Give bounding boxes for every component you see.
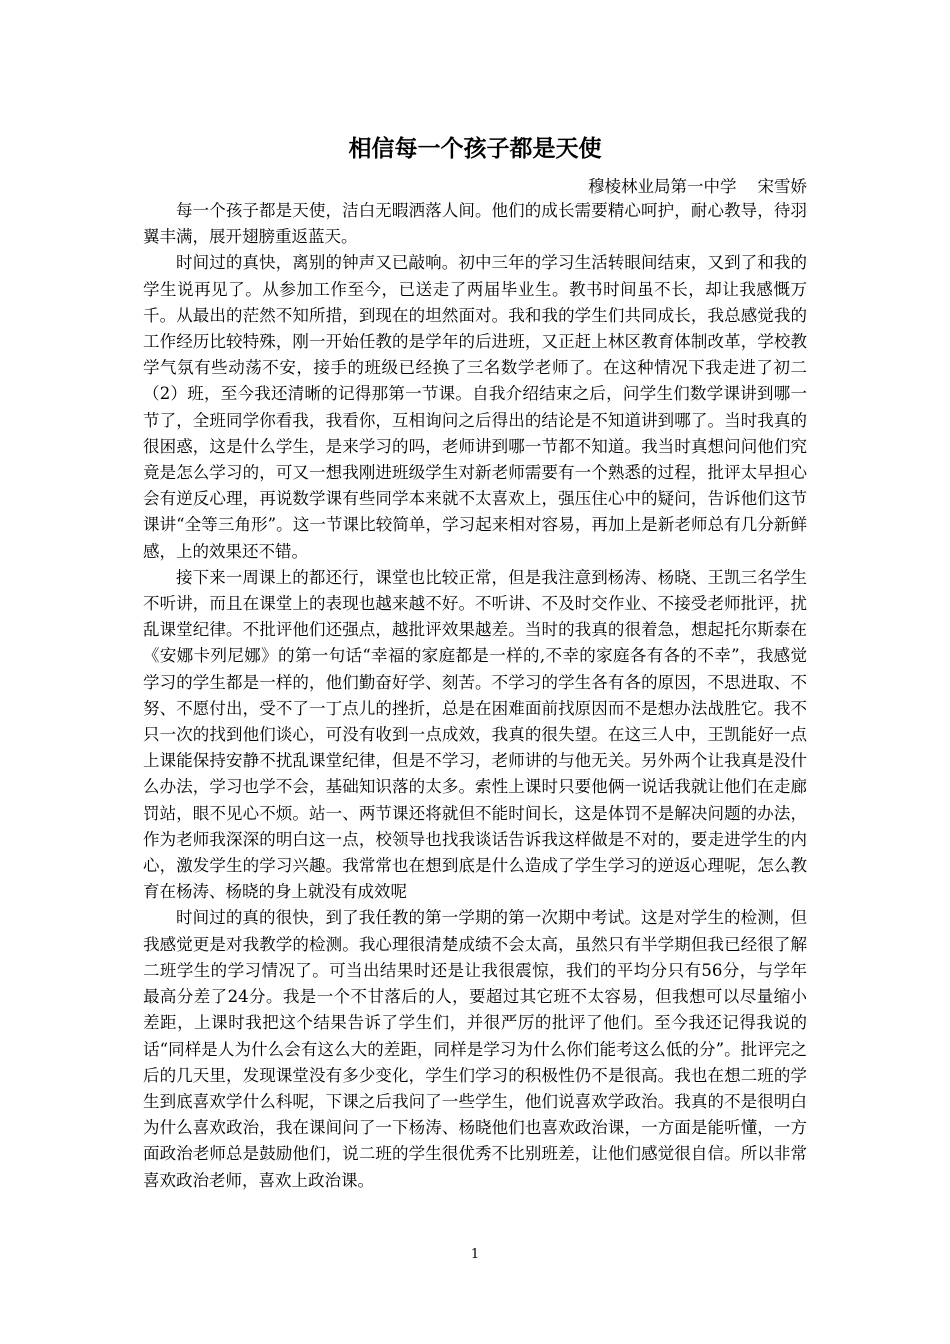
page-number: 1	[470, 1247, 480, 1262]
paragraph-4: 时间过的真的很快，到了我任教的第一学期的第一次期中考试。这是对学生的检测，但我感觉更是对我教学的检测。我心理很清楚成绩不会太高，虽然只有半学期但我已经很了解二班学生的学习情况了。可当出结果时还是让我很震惊，我们的平均分只有56分，与学年最高分差了24分。我是一个不甘落后的人，要超过其它班不太容易，但我想可以尽量缩小差距，上课时我把这个结果告诉了学生们，并很严厉的批评了他们。至今我还记得我说的话“同样是人为什么会有这么大的差距，同样是学习为什么你们能考这么低的分”。批评完之后的几天里，发现课堂没有多少变化，学生们学习的积极性仍不是很高。我也在想二班的学生到底喜欢学什么科呢，下课之后我问了一些学生，他们说喜欢学政治。我真的不是很明白为什么喜欢政治，我在课间问了一下杨涛、杨晓他们也喜欢政治课，一方面是能听懂，一方面政治老师总是鼓励他们，说二班的学生很优秀不比别班差，让他们感觉很自信。所以非常喜欢政治老师，喜欢上政治课。	[143, 908, 807, 1190]
paragraph-2: 时间过的真快，离别的钟声又已敲响。初中三年的学习生活转眼间结束，又到了和我的学生说再见了。从参加工作至今，已送走了两届毕业生。教书时间虽不长，却让我感慨万千。从最出的茫然不知所措，到现在的坦然面对。我和我的学生们共同成长，我总感觉我的工作经历比较特殊，刚一开始任教的是学年的后进班，又正赶上林区教育体制改革，学校教学气氛有些动荡不安，接手的班级已经换了三名数学老师了。在这种情况下我走进了初二（2）班，至今我还清晰的记得那第一节课。自我介绍结束之后，问学生们数学课讲到哪一节了，全班同学你看我，我看你，互相询问之后得出的结论是不知道讲到哪了。当时我真的很困惑，这是什么学生，是来学习的吗，老师讲到哪一节都不知道。我当时真想问问他们究竟是怎么学习的，可又一想我刚进班级学生对新老师需要有一个熟悉的过程，批评太早担心会有逆反心理，再说数学课有些同学本来就不太喜欢上，强压住心中的疑问，告诉他们这节课讲“全等三角形”。这一节课比较简单，学习起来相对容易，再加上是新老师总有几分新鲜感，上的效果还不错。	[143, 253, 807, 561]
document-body	[143, 198, 807, 1194]
paragraph-1: 每一个孩子都是天使，洁白无暇洒落人间。他们的成长需要精心呵护，耐心教导，待羽翼丰满，展开翅膀重返蓝天。	[143, 201, 807, 247]
author-byline: 穆棱林业局第一中学 宋雪娇	[588, 177, 807, 196]
document-title: 相信每一个孩子都是天使	[348, 136, 602, 162]
paragraph-3: 接下来一周课上的都还行，课堂也比较正常，但是我注意到杨涛、杨晓、王凯三名学生不听讲，而且在课堂上的表现也越来越不好。不听讲、不及时交作业、不接受老师批评，扰乱课堂纪律。不批评他们还强点，越批评效果越差。当时的我真的很着急，想起托尔斯泰在《安娜卡列尼娜》的第一句话“幸福的家庭都是一样的,不幸的家庭各有各的不幸”，我感觉学习的学生都是一样的，他们勤奋好学、刻苦。不学习的学生各有各的原因，不思进取、不努、不愿付出，受不了一丁点儿的挫折，总是在困难面前找原因而不是想办法战胜它。我不只一次的找到他们谈心，可没有收到一点成效，我真的很失望。在这三人中，王凯能好一点上课能保持安静不扰乱课堂纪律，但是不学习，老师讲的与他无关。另外两个让我真是没什么办法，学习也学不会，基础知识落的太多。索性上课时只要他俩一说话我就让他们在走廊罚站，眼不见心不烦。站一、两节课还将就但不能时间长，这是体罚不是解决问题的办法，作为老师我深深的明白这一点，校领导也找我谈话告诉我这样做是不对的，要走进学生的内心，激发学生的学习兴趣。我常常也在想到底是什么造成了学生学习的逆返心理呢，怎么教育在杨涛、杨晓的身上就没有成效呢	[143, 567, 807, 902]
